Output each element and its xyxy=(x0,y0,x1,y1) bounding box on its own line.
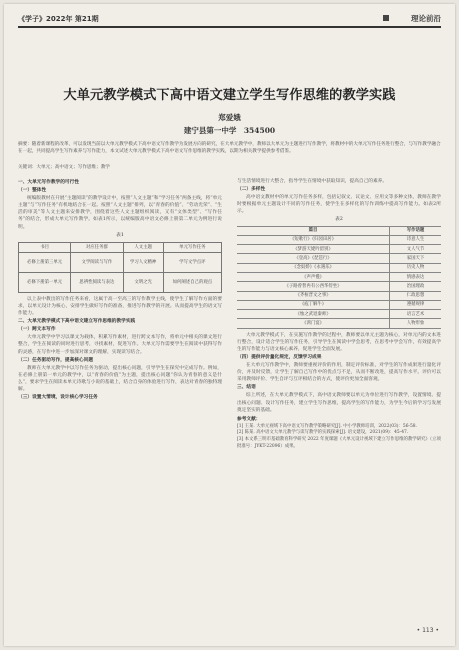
journal-page xyxy=(4,4,455,646)
table-row xyxy=(237,254,441,263)
table-row xyxy=(19,272,222,292)
header-rule xyxy=(18,26,441,28)
table-row xyxy=(237,263,441,272)
table-header-cell: 书目 xyxy=(19,242,71,252)
paragraph: 高中语文教材中的单元写作任务多样，包括记叙文、议论文、应用文等多种文体，教师在教学时要根据单元主题设计不同的写作任务，使学生在多样化的写作训练中提高写作能力。如表2所示。 xyxy=(237,195,441,215)
reference-item: [1] 王某. 大单元视域下高中语文写作教学策略研究[J]. 中小学教师培训，2022(03)：56-58. xyxy=(237,423,417,429)
table-cell: 《声声慢》 xyxy=(237,272,390,281)
article-abstract: 摘要：随着新课程的改革，可以发现当前以大单元教学模式下高中语文写作教学为发展方向的研究，在大单元教学中，教师以大单元为主题进行写作教学，将教材中的大单元写作任务进行整合，与写作教学融合在一起，共同提高学生写作素养与写作能力，本文试述大单元教学模式下高中语文写作思维的教学实践，以期为相关教学提供参考借鉴。 xyxy=(18,142,441,154)
page-number: • 113 • xyxy=(416,627,439,634)
table-row xyxy=(237,319,441,328)
table-cell: 文明之光 xyxy=(123,272,163,292)
table-cell: 历史人物 xyxy=(390,263,441,272)
reference-item: [2] 陈某. 高中语文大单元教学与读写教学的实践探索[J]. 语文建设，2021(09)：45-47. xyxy=(237,430,409,436)
paragraph: 大单元教学模式下，在实施写作教学的过程中，教师要以单元主题为核心，对单元内的文本进行整合，设计适合学生的写作任务，引导学生在阅读中学会思考，在思考中学会写作，有效提高学生的写作能力与语文核心素养，促进学生全面发展。 xyxy=(237,332,441,352)
page-header xyxy=(18,12,441,26)
article-keywords: 关键词：大单元；高中语文；写作思维；教学 xyxy=(18,165,110,170)
table-cell: 学写文学点评 xyxy=(163,252,221,272)
table-row xyxy=(237,245,441,254)
section-name: 理论前沿 xyxy=(411,14,441,23)
subsection-heading: （四）提供评价量化规定，反馈学习成果 xyxy=(237,354,322,360)
table-row xyxy=(19,252,222,272)
table-row xyxy=(237,291,441,300)
paragraph: 教师在大单元教学中以写作任务为驱动，提出核心问题，引导学生在探究中完成写作。例如，在必修上册第一单元的教学中，以“青春的价值”为主题，提出核心问题“你认为青春的意义是什么”，要求学生在阅读本单元诗歌与小说的基础上，结合自身的体验进行写作，表达对青春的独特理解。 xyxy=(18,365,222,392)
table-header-cell: 单元写作任务 xyxy=(163,242,221,252)
table-cell: 仁政思想 xyxy=(390,291,441,300)
table-cell: 诗意人生 xyxy=(390,235,441,244)
table-header-cell: 写作话题 xyxy=(390,226,441,235)
paragraph: 大单元教学中学习以课文为载体，积累写作素材，进行跨文本写作，将单元中相关的课文进行整合，学生在阅读的同时进行思考，寻找素材，促进写作。大单元写作需要学生在阅读中获得写作的灵感，在写作中进一步加深对课文的理解，实现读写结合。 xyxy=(18,335,222,355)
table-cell: 学习人文精神 xyxy=(123,252,163,272)
table-cell: 家国天下 xyxy=(390,254,441,263)
table-header-cell: 人文主题 xyxy=(123,242,163,252)
table-cell: 必修下册第一单元 xyxy=(19,272,71,292)
table-1 xyxy=(18,242,222,293)
section-marker-icon xyxy=(383,15,389,21)
table-cell: 《梦游天姥吟留别》 xyxy=(237,245,390,254)
table-cell: 《子路曾皙冉有公西华侍坐》 xyxy=(237,282,390,291)
table-header-cell: 篇目 xyxy=(237,226,390,235)
table-cell: 《齐桓晋文之事》 xyxy=(237,291,390,300)
subsection-heading: （三）设置大情境，设计核心学习任务 xyxy=(18,395,98,401)
table-cell: 如何阐述自己的观点 xyxy=(163,272,221,292)
table-cell: 语言艺术 xyxy=(390,310,441,319)
subsection-heading: （一）跨文本写作 xyxy=(18,327,56,333)
journal-issue: 《学子》2022年 第21期 xyxy=(18,15,99,23)
paragraph: 以上表中教出的写作任务来看，这属于高一至高三的写作教学主线，使学生了解写作方面的要求，以单元设计为核心，安排学生做好写作的准备，推进写作教学的开展。从而提高学生的语文写作能力。 xyxy=(18,296,222,317)
article-author: 郑爱娥 xyxy=(218,113,241,122)
table-cell: 《鸿门宴》 xyxy=(237,319,390,328)
table-cell: 思辨性阅读与表达 xyxy=(71,272,123,292)
table-cell: 情感表达 xyxy=(390,272,441,281)
paragraph: 统编版教材在开展“主题阅读”的教学设计中，按照“人文主题”和“学习任务”两条主线，将“单元主题”与“写作任务”有机地结合在一起。按照“人文主题”排列，以“青春的价值”、“劳动光荣”、“生活的审美”等人文主题来安排教学，围绕着这些人文主题组织阅读，又有“文体类型”、“写作任务”的结合，形成大单元写作教学。如表1所示，以统编版高中语文必修上册第二单元为例进行说明。 xyxy=(18,196,222,230)
table-row xyxy=(237,282,441,291)
section-heading: 二、大单元教学模式下高中语文建立写作思维的教学实践 xyxy=(18,319,136,325)
table-row xyxy=(237,272,441,281)
section-heading: 三、结语 xyxy=(237,385,256,391)
section-heading: 一、大单元写作教学的可行性 xyxy=(18,180,79,185)
subsection-heading: （二）多样性 xyxy=(237,187,266,193)
table-cell: 《庖丁解牛》 xyxy=(237,300,390,309)
table-row xyxy=(237,310,441,319)
table-cell: 《烛之武退秦师》 xyxy=(237,310,390,319)
reference-item: [3] 本文系三明市基础教育科学研究 2022 年度课题《大单元设计视域下建立写作思维的教学研究》（立项批准号：JYKT-22096）成果。 xyxy=(237,436,441,449)
left-column xyxy=(18,178,222,402)
paragraph: 与生活情境进行大整合，指导学生在情境中获取知识，提高自己的素养。 xyxy=(237,179,388,184)
table-cell: 必修上册第三单元 xyxy=(19,252,71,272)
table-header-cell: 对应任务群 xyxy=(71,242,123,252)
table-cell: 人物形象 xyxy=(390,319,441,328)
references-title: 参考文献： xyxy=(237,416,261,422)
table-cell: 《念奴娇》《永遇乐》 xyxy=(237,263,390,272)
table-cell: 《登高》《琵琶行》 xyxy=(237,254,390,263)
table-2 xyxy=(237,226,441,329)
table-cell: 治国理政 xyxy=(390,282,441,291)
paragraph: 综上所述，在大单元教学模式下，高中语文教师要以单元为单位进行写作教学，设置情境、提出核心问题、设计写作任务，建立学生写作思维，提高学生的写作能力，为学生今后的学习与发展奠定坚实的基础。 xyxy=(237,393,441,413)
table-row xyxy=(237,235,441,244)
paragraph: 在大单元写作教学中，教师要重视评价的作用，制定评价标准，对学生的写作成果进行量化评价，并及时反馈，让学生了解自己写作中的优点与不足，从而不断改进，提高写作水平。评价可以采用教师评价、学生自评与互评相结合的方式，使评价更加全面客观。 xyxy=(237,363,441,383)
table-cell: 文学阅读与写作 xyxy=(71,252,123,272)
right-column xyxy=(237,178,441,450)
subsection-heading: （一）整体性 xyxy=(18,188,47,194)
table-row xyxy=(237,300,441,309)
table-caption: 表1 xyxy=(116,232,124,238)
article-affiliation: 建宁县第一中学 354500 xyxy=(183,126,276,135)
table-cell: 文人气节 xyxy=(390,245,441,254)
subsection-heading: （二）任务驱动写作，提高核心问题 xyxy=(18,357,94,363)
table-cell: 遵循规律 xyxy=(390,300,441,309)
article-title: 大单元教学模式下高中语文建立学生写作思维的教学实践 xyxy=(63,88,396,103)
references xyxy=(237,416,441,450)
table-caption: 表2 xyxy=(335,217,343,223)
table-cell: 《短歌行》《归园田居》 xyxy=(237,235,390,244)
